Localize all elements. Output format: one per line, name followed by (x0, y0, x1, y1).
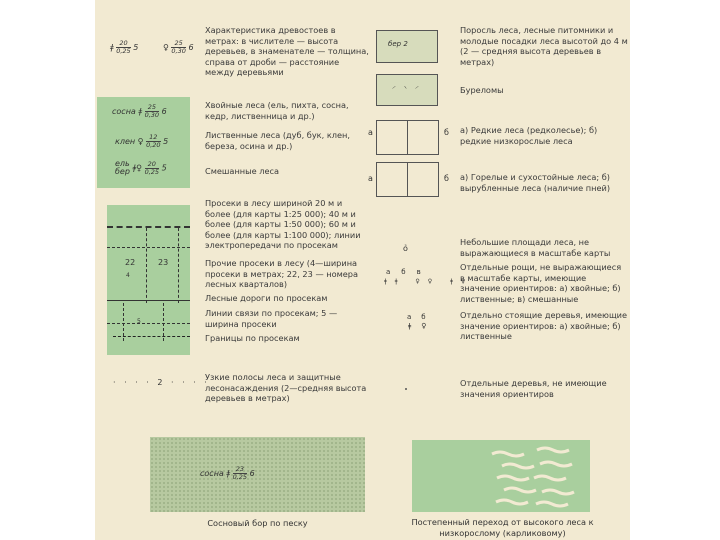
forest-road-line (107, 300, 190, 301)
deciduous-symbol: клен ♀ $\frac{12}{0,20}$ 5 (115, 133, 169, 149)
pine-sand-caption: Сосновый бор по песку (207, 518, 308, 528)
label-a: а (368, 174, 373, 183)
single-trees-symbols: ǂ♀ (408, 322, 437, 330)
borders-text: Границы по просекам (205, 333, 300, 343)
tree-spec-example-2: ♀ $\frac{25}{0,30}$ 6 (163, 39, 194, 55)
single-trees-labels: аб (407, 313, 436, 321)
deciduous-text: Лиственные леса (дуб, бук, клен, береза, осина и др.) (205, 130, 350, 151)
groves-text: Отдельные рощи, не выражающиеся в масштабе карты, имеющие значение ориентиров: а) хвойные; б) лиственные; в) смешанные (460, 262, 622, 304)
quarter-number: 23 (158, 258, 169, 267)
clearings-text: Просеки в лесу шириной 20 м и более (для карты 1:25 000); 40 м и более (для карты 1:50 000); 60 м и более (для карты 1:100 000); линии электропередачи по просекам (205, 198, 361, 250)
other-clearings-text: Прочие просеки в лесу (4—ширина просеки в метрах; 22, 23 — номера лесных кварталов) (205, 258, 359, 289)
sparse-swatch-b (407, 120, 439, 155)
quarter-number: 22 (125, 258, 136, 267)
coniferous-text: Хвойные леса (ель, пихта, сосна, кедр, лиственница и др.) (205, 100, 349, 121)
tree-spec-example-1: ǂ $\frac{20}{0,25}$ 5 (110, 39, 139, 55)
comm-line (107, 323, 190, 324)
small-area-symbol: ỏ (403, 244, 408, 253)
separate-trees-text: Отдельные деревья, не имеющие значения ориентиров (460, 378, 607, 399)
transition-pattern (412, 440, 590, 512)
comm-lines-text: Линии связи по просекам; 5 — ширина просеки (205, 308, 338, 329)
label-b: б (444, 128, 449, 137)
clearing-width: 4 (126, 272, 130, 279)
burnt-swatch-b (407, 162, 439, 197)
transition-swatch (412, 440, 590, 512)
transition-caption: Постепенный переход от высокого леса к низкорослому (карликовому) (411, 517, 594, 538)
forest-roads-text: Лесные дороги по просекам (205, 293, 328, 303)
comm-width: 5 (137, 318, 141, 325)
mixed-text: Смешанные леса (205, 166, 280, 176)
windfall-marks: ⸝⸜⸝ (392, 82, 427, 90)
undergrowth-label: бер 2 (388, 40, 408, 48)
clearing-line (178, 228, 179, 303)
pine-sand-swatch (150, 437, 365, 512)
mixed-symbol: ель бер ǂ♀ $\frac{20}{0,25}$ 5 (115, 159, 167, 176)
undergrowth-text: Поросль леса, лесные питомники и молодые посадки леса высотой до 4 м (2 — средняя высота деревьев в метрах) (460, 25, 628, 67)
burnt-text: а) Горелые и сухостойные леса; б) вырубленные леса (наличие пней) (460, 172, 611, 193)
small-areas-text: Небольшие площади леса, не выражающиеся в масштабе карты (460, 237, 611, 258)
characteristics-text: Характеристика древостоев в метрах: в числителе — высота деревьев, в знаменателе — толщина, справа от дроби — расстояние между деревьями (205, 25, 369, 77)
windfall-text: Буреломы (460, 85, 504, 95)
border-line (113, 336, 190, 337)
label-a: а (368, 128, 373, 137)
groves-labels: абв (386, 268, 432, 276)
label-b: б (444, 174, 449, 183)
narrow-strip-text: Узкие полосы леса и защитные лесонасаждения (2—средняя высота деревьев в метрах) (205, 372, 367, 403)
single-trees-text: Отдельно стоящие деревья, имеющие значение ориентиров: а) хвойные; б) лиственные (460, 310, 628, 341)
narrow-strip-symbol: · · · · 2 · · · · (113, 378, 210, 387)
pine-sand-label: сосна ǂ $\frac{23}{0,25}$ 6 (200, 465, 255, 481)
burnt-swatch-a (376, 162, 408, 197)
coniferous-symbol: сосна ǂ $\frac{25}{0,30}$ 6 (112, 103, 167, 119)
groves-symbols: ǂǂ ♀♀ ǂ♀ (384, 278, 474, 285)
sparse-text: а) Редкие леса (редколесье); б) редкие низкорослые леса (460, 125, 598, 146)
clearing-line (146, 228, 147, 303)
separate-tree-symbol (405, 388, 407, 390)
sparse-swatch-a (376, 120, 408, 155)
